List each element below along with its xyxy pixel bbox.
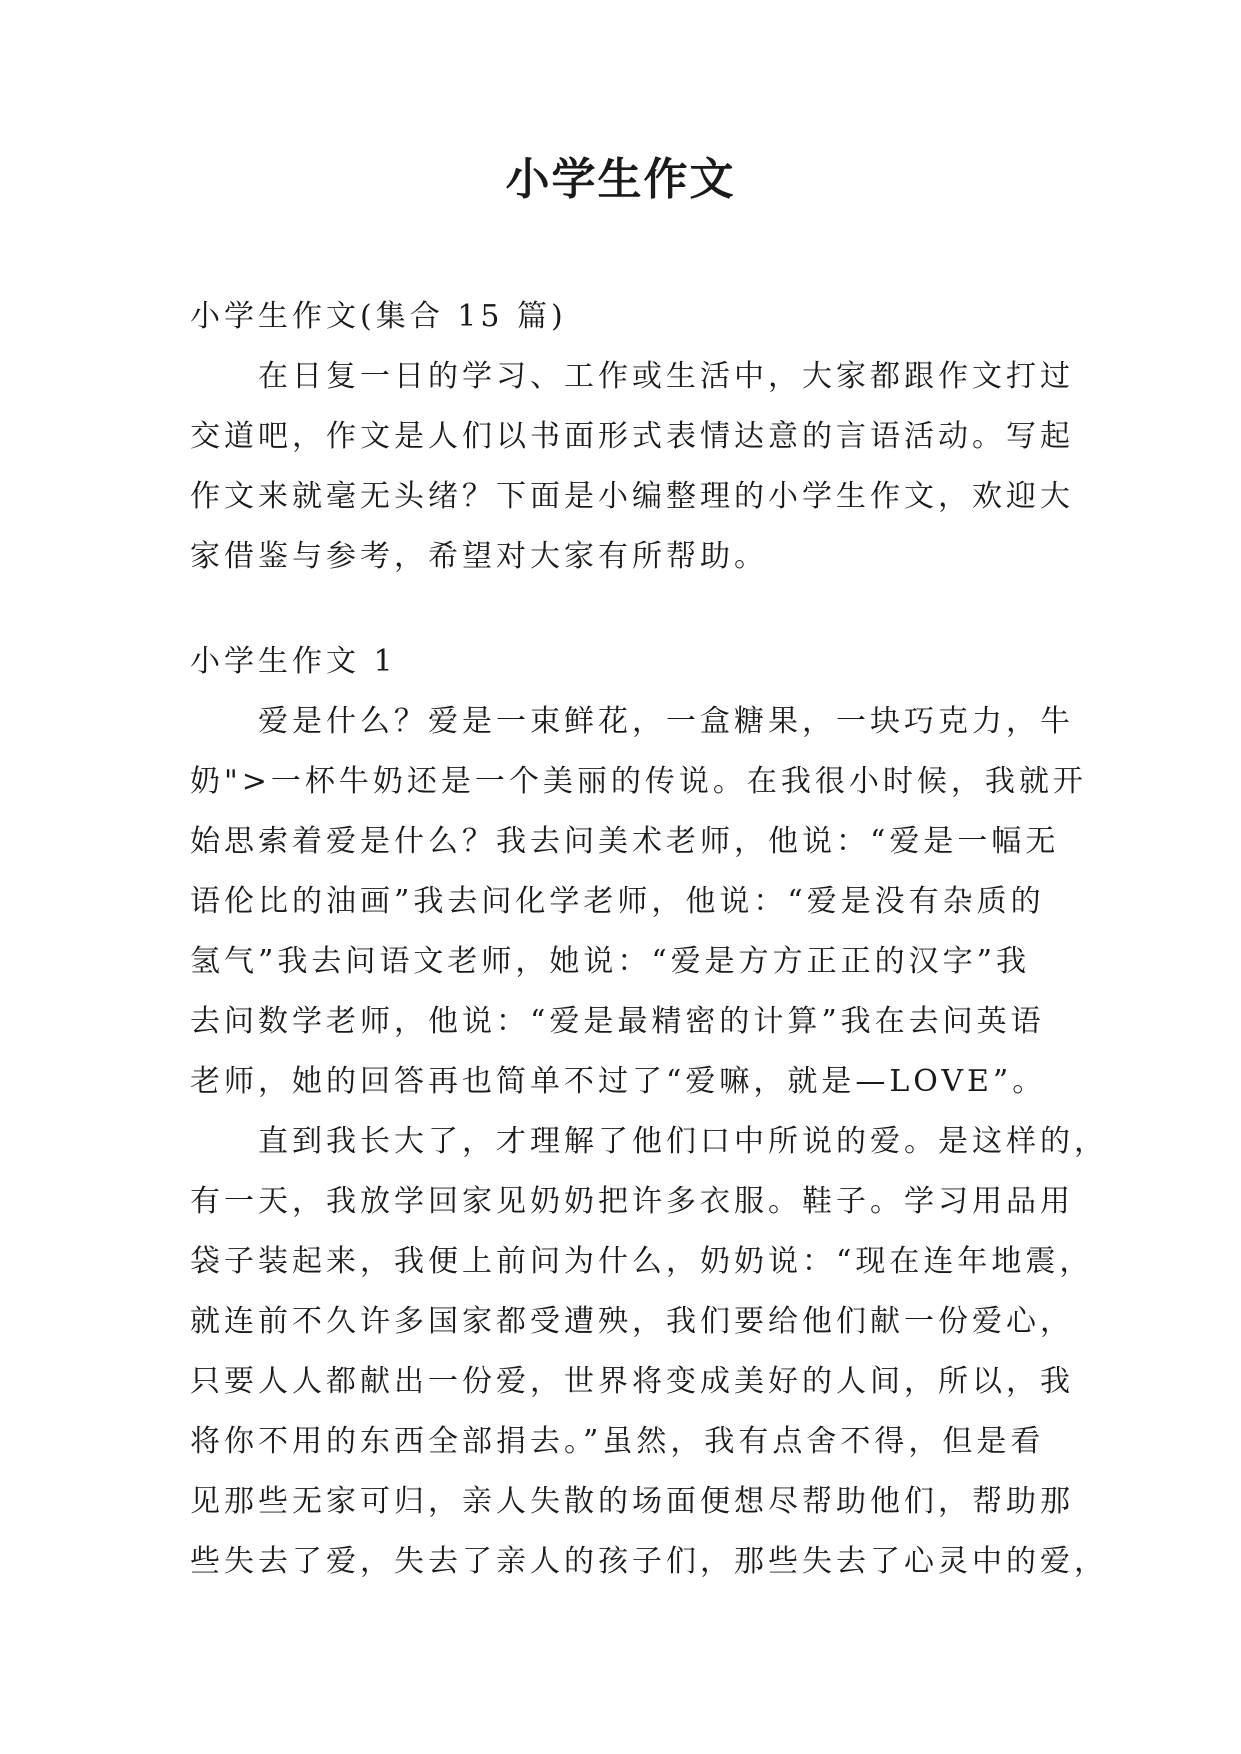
document-body xyxy=(190,287,1108,1592)
paragraph-line: 始思索着爱是什么？我去问美术老师，他说：“爱是一幅无 xyxy=(190,824,1060,859)
paragraph-line: 在日复一日的学习、工作或生活中，大家都跟作文打过 xyxy=(258,359,1074,394)
paragraph-line: 奶">一杯牛奶还是一个美丽的传说。在我很小时候，我就开 xyxy=(190,764,1087,799)
paragraph-line: 将你不用的东西全部捐去。”虽然，我有点舍不得，但是看 xyxy=(190,1424,1045,1459)
intro-paragraph xyxy=(190,347,1074,587)
paragraph-line: 些失去了爱，失去了亲人的孩子们，那些失去了心灵中的爱， xyxy=(190,1544,1108,1579)
paragraph-line: 就连前不久许多国家都受遭殃，我们要给他们献一份爱心， xyxy=(190,1304,1074,1339)
collection-subtitle: 小学生作文(集合 15 篇) xyxy=(190,299,567,334)
paragraph-line: 爱是什么？爱是一束鲜花，一盒糖果，一块巧克力，牛 xyxy=(258,704,1074,739)
essay-paragraph-2 xyxy=(190,1112,1108,1592)
paragraph-line: 老师，她的回答再也简单不过了“爱嘛，就是—LOVE”。 xyxy=(190,1064,1047,1099)
paragraph-line: 家借鉴与参考，希望对大家有所帮助。 xyxy=(190,539,768,574)
paragraph-line: 袋子装起来，我便上前问为什么，奶奶说：“现在连年地震， xyxy=(190,1244,1094,1279)
document-title: 小学生作文 xyxy=(505,154,736,205)
paragraph-line: 语伦比的油画”我去问化学老师，他说：“爱是没有杂质的 xyxy=(190,884,1045,919)
essay-paragraph-1 xyxy=(190,692,1087,1112)
paragraph-line: 交道吧，作文是人们以书面形式表情达意的言语活动。写起 xyxy=(190,419,1074,454)
paragraph-line: 有一天，我放学回家见奶奶把许多衣服。鞋子。学习用品用 xyxy=(190,1184,1074,1219)
paragraph-line: 作文来就毫无头绪？下面是小编整理的小学生作文，欢迎大 xyxy=(190,479,1074,514)
paragraph-line: 只要人人都献出一份爱，世界将变成美好的人间，所以，我 xyxy=(190,1364,1074,1399)
paragraph-line: 直到我长大了，才理解了他们口中所说的爱。是这样的， xyxy=(258,1124,1108,1159)
paragraph-line: 见那些无家可归，亲人失散的场面便想尽帮助他们，帮助那 xyxy=(190,1484,1074,1519)
essay-heading: 小学生作文 1 xyxy=(190,644,397,679)
paragraph-line: 氢气”我去问语文老师，她说：“爱是方方正正的汉字”我 xyxy=(190,944,1031,979)
paragraph-line: 去问数学老师，他说：“爱是最精密的计算”我在去问英语 xyxy=(190,1004,1045,1039)
section-spacer xyxy=(190,587,1050,632)
